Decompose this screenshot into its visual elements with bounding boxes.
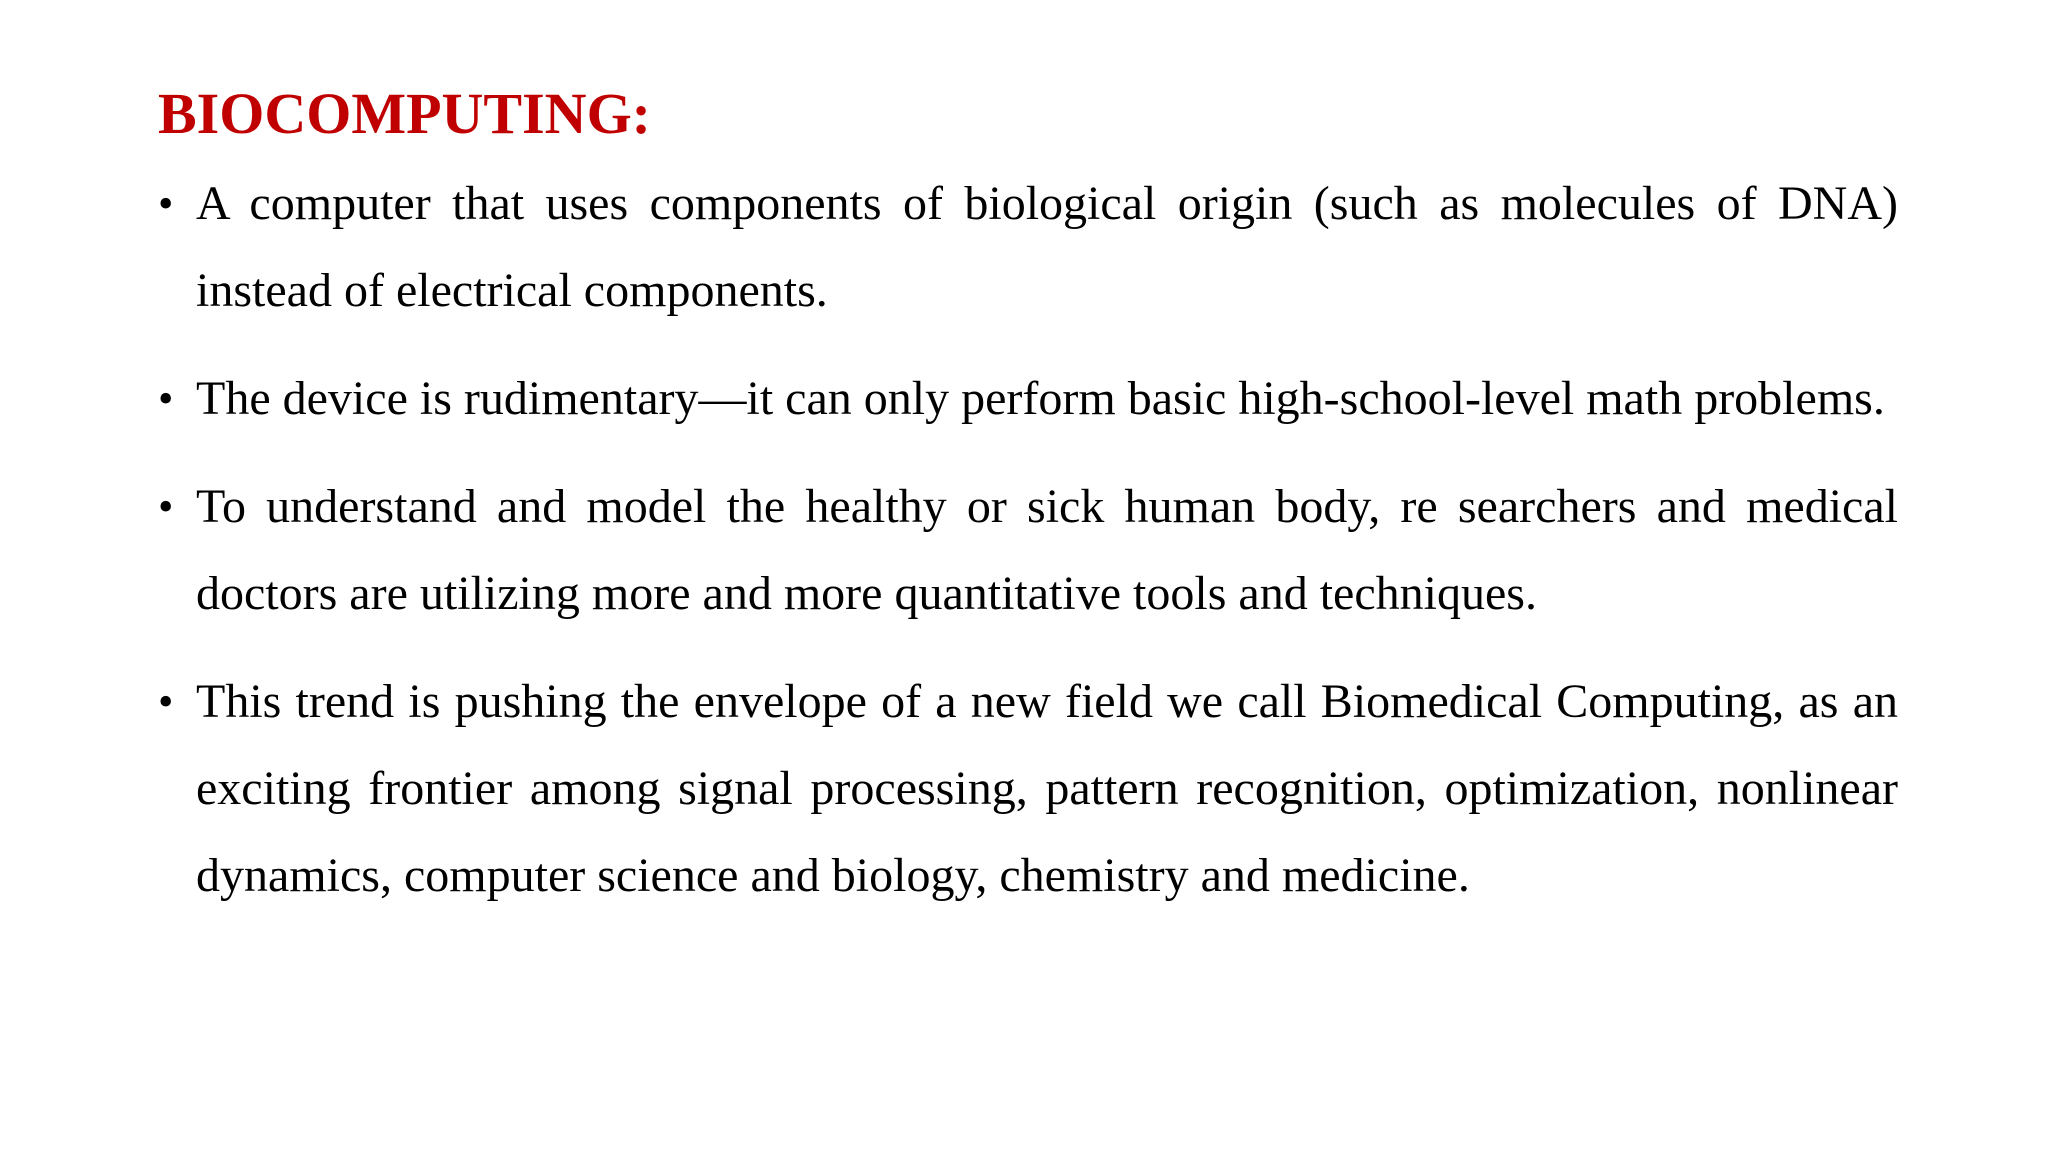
bullet-list — [158, 160, 1898, 940]
bullet-icon: • — [158, 374, 174, 423]
bullet-item-1 — [158, 160, 1898, 334]
bullet-item-4 — [158, 658, 1898, 919]
bullet-icon: • — [158, 179, 174, 228]
bullet-text: This trend is pushing the envelope of a new field we call Biomedical Computing, as an exciting frontier among signal processing, pattern recognition, optimization, nonlinear dynamics, computer science and biology, chemistry and medicine. — [196, 675, 1898, 902]
bullet-text: The device is rudimentary—it can only perform basic high-school-level math problems. — [196, 372, 1885, 425]
bullet-text: A computer that uses components of biological origin (such as molecules of DNA) instead of electrical components. — [196, 177, 1898, 317]
slide-title: BIOCOMPUTING: — [158, 81, 651, 146]
bullet-item-2 — [158, 355, 1898, 442]
bullet-icon: • — [158, 482, 174, 531]
bullet-item-3 — [158, 463, 1898, 637]
bullet-text: To understand and model the healthy or sick human body, re searchers and medical doctors are utilizing more and more quantitative tools and techniques. — [196, 480, 1898, 620]
bullet-icon: • — [158, 677, 174, 726]
